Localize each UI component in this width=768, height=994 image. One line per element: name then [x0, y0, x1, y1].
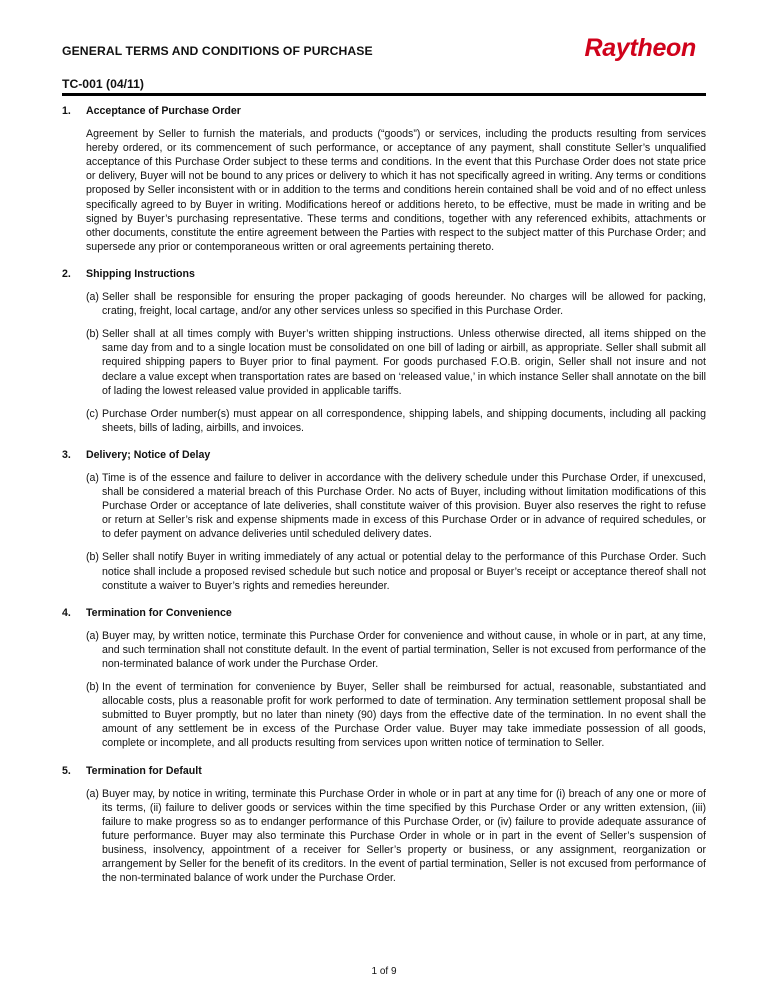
raytheon-logo: Raytheon: [584, 34, 696, 62]
clause-label: (b): [86, 328, 99, 341]
document-title: GENERAL TERMS AND CONDITIONS OF PURCHASE: [62, 44, 373, 58]
clause-text: Buyer may, by written notice, terminate this Purchase Order for convenience and without cause, in whole or in part, at any time, and such termination shall not constitute default. In the event of partial termination, Seller is not excused from performance of the non-terminated balance of work under the Purchase Order.: [102, 629, 706, 670]
clause-label: (c): [86, 407, 99, 420]
clause-text: Seller shall notify Buyer in writing immediately of any actual or potential delay to the performance of this Purchase Order. Such notice shall include a proposed revised schedule but such notice and proposal or Buyer’s receipt or acceptance thereof shall not constitute a waiver to Buyer’s rights and remedies hereunder.: [102, 551, 706, 592]
page-number: 1 of 9: [371, 966, 397, 977]
clause-item: [86, 407, 706, 435]
section-paragraph: Agreement by Seller to furnish the materials, and products (“goods”) or services, including the products resulting from services hereby ordered, or its commencement of such performance, or acceptance of any payment, shall constitute Seller’s unqualified acceptance of this Purchase Order subject to these terms and conditions. In the event that this Purchase Order does not state price or delivery, Buyer will not be bound to any prices or delivery to which it has not specifically agreed in writing. Any terms or conditions proposed by Seller inconsistent with or in addition to the terms and conditions herein contained shall be void and of no effect unless specifically agreed to by Buyer in writing. Modifications hereof or additions hereto, to be effective, must be made in writing and be signed by Buyer’s purchasing representative. These terms and conditions, together with any referenced exhibits, attachments or other documents, constitute the entire agreement between the Parties with respect to the subject matter of this Purchase Order; and supersede any prior or contemporaneous written or oral agreements pertaining thereto.: [86, 128, 706, 253]
clause-text: Buyer may, by notice in writing, terminate this Purchase Order in whole or in part at any time for (i) breach of any one or more of its terms, (ii) failure to deliver goods or services within the time specified by this Purchase Order or any written extension, (iii) failure to make progress so as to endanger performance of this Purchase Order, or (iv) failure to provide adequate assurance of future performance. Buyer may also terminate this Purchase Order in whole or in part in the event of Seller’s suspension of business, insolvency, appointment of a receiver for Seller’s property or business, or any assignment, reorganization or arrangement by Seller for the benefit of its creditors. In the event of partial termination, Seller is not excused from performance of the non-terminated balance of work under the Purchase Order.: [102, 787, 706, 885]
clause-text: Seller shall be responsible for ensuring the proper packaging of goods hereunder. No charges will be allowed for packing, crating, freight, local cartage, and/or any other services unless so specified in this Purchase Order.: [102, 291, 706, 318]
header-rule: [62, 93, 706, 96]
section-number: 4.: [62, 606, 71, 619]
section-number: 3.: [62, 448, 71, 461]
section-heading: [62, 104, 706, 118]
section-heading: [62, 267, 706, 281]
section-delivery: [62, 448, 706, 593]
clause-label: (a): [86, 629, 99, 642]
section-acceptance: [62, 104, 706, 254]
section-termination-convenience: [62, 606, 706, 751]
section-termination-default: [62, 764, 706, 886]
clause-item: [86, 787, 706, 886]
clause-label: (a): [86, 291, 99, 304]
section-number: 2.: [62, 267, 71, 280]
clause-text: Time is of the essence and failure to deliver in accordance with the delivery schedule under this Purchase Order, if unexcused, shall be considered a material breach of this Purchase Order. No acts of Buyer, including without limitation modifications of this Purchase Order or acceptance of late deliveries, shall constitute waiver of this provision. Buyer also reserves the right to refuse or return at Seller’s risk and expense shipments made in excess of this Purchase Order or in advance of required schedules, or to defer payment on advance deliveries until scheduled delivery dates.: [102, 471, 706, 541]
section-heading: [62, 764, 706, 778]
clause-label: (a): [86, 787, 99, 800]
section-title: Termination for Default: [86, 764, 202, 777]
section-title: Delivery; Notice of Delay: [86, 448, 211, 461]
section-title: Acceptance of Purchase Order: [86, 105, 241, 117]
clause-label: (a): [86, 471, 99, 484]
clause-text: Purchase Order number(s) must appear on all correspondence, shipping labels, and shipping documents, including all packing sheets, bills of lading, airbills, and invoices.: [102, 407, 706, 434]
clause-item: [86, 629, 706, 671]
section-shipping: [62, 267, 706, 435]
clause-item: [86, 471, 706, 541]
clause-item: [86, 327, 706, 397]
clause-label: (b): [86, 551, 99, 564]
section-heading: [62, 606, 706, 620]
section-number: 5.: [62, 764, 71, 777]
section-heading: [62, 448, 706, 462]
clause-label: (b): [86, 681, 99, 694]
clause-item: [86, 290, 706, 318]
clause-item: [86, 550, 706, 592]
document-number: TC-001 (04/11): [62, 77, 144, 91]
document-body: [62, 104, 706, 898]
section-title: Termination for Convenience: [86, 606, 232, 619]
clause-text: In the event of termination for convenience by Buyer, Seller shall be reimbursed for actual, reasonable, substantiated and allocable costs, plus a reasonable profit for work performed to date of termination. Any termination settlement proposal shall be submitted to Buyer promptly, but no later than ninety (90) days from the effective date of the termination. In no event shall the amount of any settlement be in excess of the Purchase Order value. Buyer may take immediate possession of all goods, complete or incomplete, and all products resulting from services upon written notice of termination to Seller.: [102, 681, 706, 750]
section-title: Shipping Instructions: [86, 267, 195, 280]
clause-item: [86, 680, 706, 750]
section-number: 1.: [62, 105, 71, 117]
clause-text: Seller shall at all times comply with Buyer’s written shipping instructions. Unless otherwise directed, all items shipped on the same day from and to a single location must be consolidated on one bill of lading or airbill, as appropriate. Seller shall submit all required shipping papers to Buyer prior to final payment. For goods purchased F.O.B. origin, Seller shall not insure and not declare a value except when transportation rates are based on ‘released value,’ in which instance Seller shall annotate on the bill of lading the lowest released value provided in applicable tariffs.: [102, 328, 706, 397]
